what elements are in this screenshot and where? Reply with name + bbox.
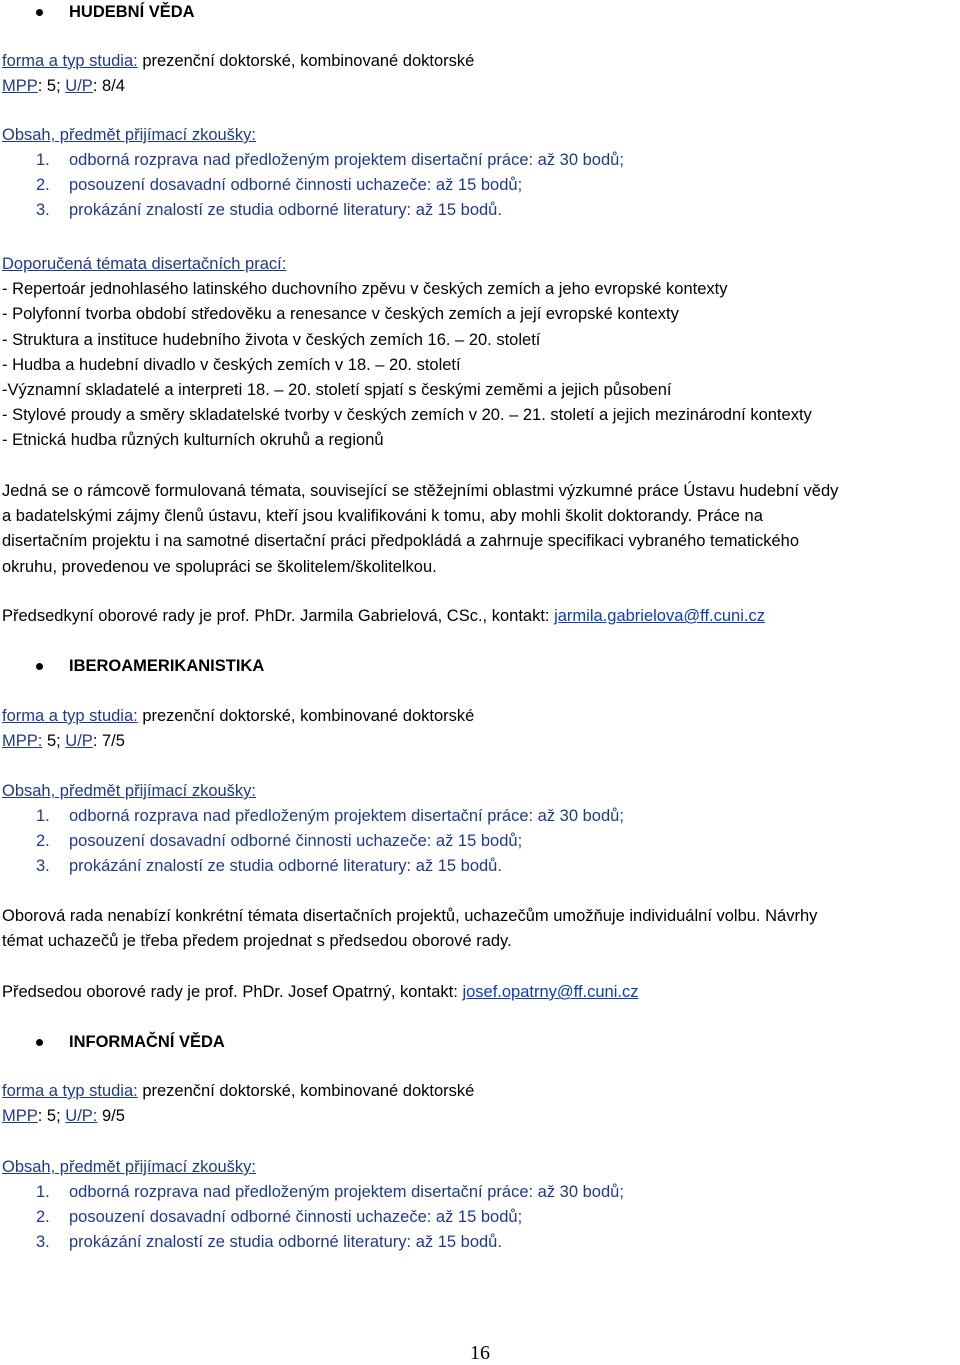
paragraph-line: Oborová rada nenabízí konkrétní témata disertačních projektů, uchazečům umožňuje individuální volbu. Návrhy: [2, 907, 818, 925]
paragraph-line: Jedná se o rámcově formulovaná témata, související se stěžejními oblastmi výzkumné práce Ústavu hudební vědy: [2, 482, 839, 500]
topic-item: - Polyfonní tvorba období středověku a renesance v českých zemích a její evropské kontexty: [2, 305, 679, 323]
bullet-icon: [36, 1039, 43, 1046]
exam-heading: Obsah, předmět přijímací zkoušky:: [2, 1158, 257, 1176]
bullet-icon: [36, 9, 43, 16]
up-value: 9/5: [101, 1107, 125, 1125]
contact-line: [2, 606, 765, 626]
contact-email-link[interactable]: jarmila.gabrielova@ff.cuni.cz: [554, 607, 765, 625]
up-label: U/P: [65, 732, 93, 750]
mpp-label: MPP: [2, 1107, 38, 1125]
contact-line: [2, 982, 638, 1002]
paragraph-line: okruhu, provedenou ve spolupráci se školitelem/školitelkou.: [2, 558, 437, 576]
study-form-value: prezenční doktorské, kombinované doktorské: [142, 707, 475, 725]
bullet-icon: [36, 663, 43, 670]
contact-text: Předsedkyní oborové rady je prof. PhDr. Jarmila Gabrielová, CSc., kontakt:: [2, 607, 550, 625]
topic-item: -Významní skladatelé a interpreti 18. – 20. století spjatí s českými zeměmi a jejich působení: [2, 381, 672, 399]
contact-email-link[interactable]: josef.opatrny@ff.cuni.cz: [462, 983, 639, 1001]
mpp-value: : 5;: [37, 77, 61, 95]
exam-heading: Obsah, předmět přijímací zkoušky:: [2, 782, 257, 800]
up-value: : 8/4: [92, 77, 125, 95]
topic-item: - Stylové proudy a směry skladatelské tvorby v českých zemích v 20. – 21. století a jejich mezinárodní kontexty: [2, 406, 812, 424]
topics-heading: Doporučená témata disertačních prací:: [2, 255, 287, 273]
paragraph-line: disertačním projektu i na samotné disertační práci předpokládá a zahrnuje specifikaci vybraného tematického: [2, 532, 800, 550]
study-form-value: prezenční doktorské, kombinované doktorské: [142, 52, 475, 70]
mpp-up-line: [2, 76, 125, 96]
page-number: 16: [470, 1342, 490, 1364]
up-label: U/P:: [65, 1107, 98, 1125]
mpp-up-line: [2, 1106, 125, 1126]
study-form-value: prezenční doktorské, kombinované doktorské: [142, 1082, 475, 1100]
mpp-label: MPP: [2, 77, 38, 95]
section-title: HUDEBNÍ VĚDA: [69, 3, 195, 21]
topic-item: - Struktura a instituce hudebního života v českých zemích 16. – 20. století: [2, 331, 541, 349]
study-form-line: [2, 706, 474, 726]
topic-item: - Hudba a hudební divadlo v českých zemích v 18. – 20. století: [2, 356, 461, 374]
study-form-label: forma a typ studia:: [2, 707, 138, 725]
topic-item: - Repertoár jednohlasého latinského duchovního zpěvu v českých zemích a jeho evropské kontexty: [2, 280, 728, 298]
mpp-label: MPP:: [2, 732, 43, 750]
section-title: INFORMAČNÍ VĚDA: [69, 1033, 225, 1051]
study-form-line: [2, 1081, 474, 1101]
paragraph-line: a badatelskými zájmy členů ústavu, kteří jsou kvalifikováni k tomu, aby mohli školit doktorandy. Práce na: [2, 507, 763, 525]
section-title: IBEROAMERIKANISTIKA: [69, 657, 265, 675]
contact-text: Předsedou oborové rady je prof. PhDr. Josef Opatrný, kontakt:: [2, 983, 458, 1001]
mpp-value: 5;: [46, 732, 61, 750]
study-form-label: forma a typ studia:: [2, 52, 138, 70]
exam-heading: Obsah, předmět přijímací zkoušky:: [2, 126, 257, 144]
paragraph-line: témat uchazečů je třeba předem projednat s předsedou oborové rady.: [2, 932, 512, 950]
mpp-value: : 5;: [37, 1107, 61, 1125]
study-form-label: forma a typ studia:: [2, 1082, 138, 1100]
document-page: HUDEBNÍ VĚDA forma a typ studia: prezenční doktorské, kombinované doktorské MPP: 5; U/P: 8/4 Obsah, předmět přijímací zkoušky: 1. odborná rozprava nad předloženým projektem disertační práce: až 30 bodů; 2. posouzení dosavadní odborné činnosti uchazeče: až 15 bodů; 3. prokázání znalostí ze studia odborné literatury: až 15 bodů. Doporučená témata disertačních prací: - Repertoár jednohlasého latinského duchovního zpěvu v českých zemích a jeho evropské kontexty - Polyfonní tvorba období středověku a renesance v českých zemích a její evropské kontexty - Struktura a instituce hudebního života v českých zemích 16. – 20. století - Hudba a hudební divadlo v českých zemích v 18. – 20. století -Významní skladatelé a interpreti 18. – 20. století spjatí s českými zeměmi a jejich působení - Stylové proudy a směry skladatelské tvorby v českých zemích v 20. – 21. století a jejich mezinárodní kontexty - Etnická hudba různých kulturních okruhů a regionů Jedná se o rámcově formulovaná témata, související se stěžejními oblastmi výzkumné práce Ústavu hudební vědy a badatelskými zájmy členů ústavu, kteří jsou kvalifikováni k tomu, aby mohli školit doktorandy. Práce na disertačním projektu i na samotné disertační práci předpokládá a zahrnuje specifikaci vybraného tematického okruhu, provedenou ve spolupráci se školitelem/školitelkou. Předsedkyní oborové rady je prof. PhDr. Jarmila Gabrielová, CSc., kontakt: jarmila.gabrielova@ff.cuni.cz IBEROAMERIKANISTIKA forma a typ studia: prezenční doktorské, kombinované doktorské MPP: 5; U/P: 7/5 Obsah, předmět přijímací zkoušky: 1. odborná rozprava nad předloženým projektem disertační práce: až 30 bodů; 2. posouzení dosavadní odborné činnosti uchazeče: až 15 bodů; 3. prokázání znalostí ze studia odborné literatury: až 15 bodů. Oborová rada nenabízí konkrétní témata disertačních projektů, uchazečům umožňuje individuální volbu. Návrhy témat uchazečů je třeba předem projednat s předsedou oborové rady. Předsedou oborové rady je prof. PhDr. Josef Opatrný, kontakt: josef.opatrny@ff.cuni.cz INFORMAČNÍ VĚDA forma a typ studia: prezenční doktorské, kombinované doktorské MPP: 5; U/P: 9/5 Obsah, předmět přijímací zkoušky: 1. odborná rozprava nad předloženým projektem disertační práce: až 30 bodů; 2. posouzení dosavadní odborné činnosti uchazeče: až 15 bodů; 3. prokázání znalostí ze studia odborné literatury: až 15 bodů. 16: [0, 0, 960, 1364]
topic-item: - Etnická hudba různých kulturních okruhů a regionů: [2, 431, 384, 449]
up-value: : 7/5: [92, 732, 125, 750]
up-label: U/P: [65, 77, 93, 95]
mpp-up-line: [2, 731, 125, 751]
study-form-line: [2, 51, 474, 71]
